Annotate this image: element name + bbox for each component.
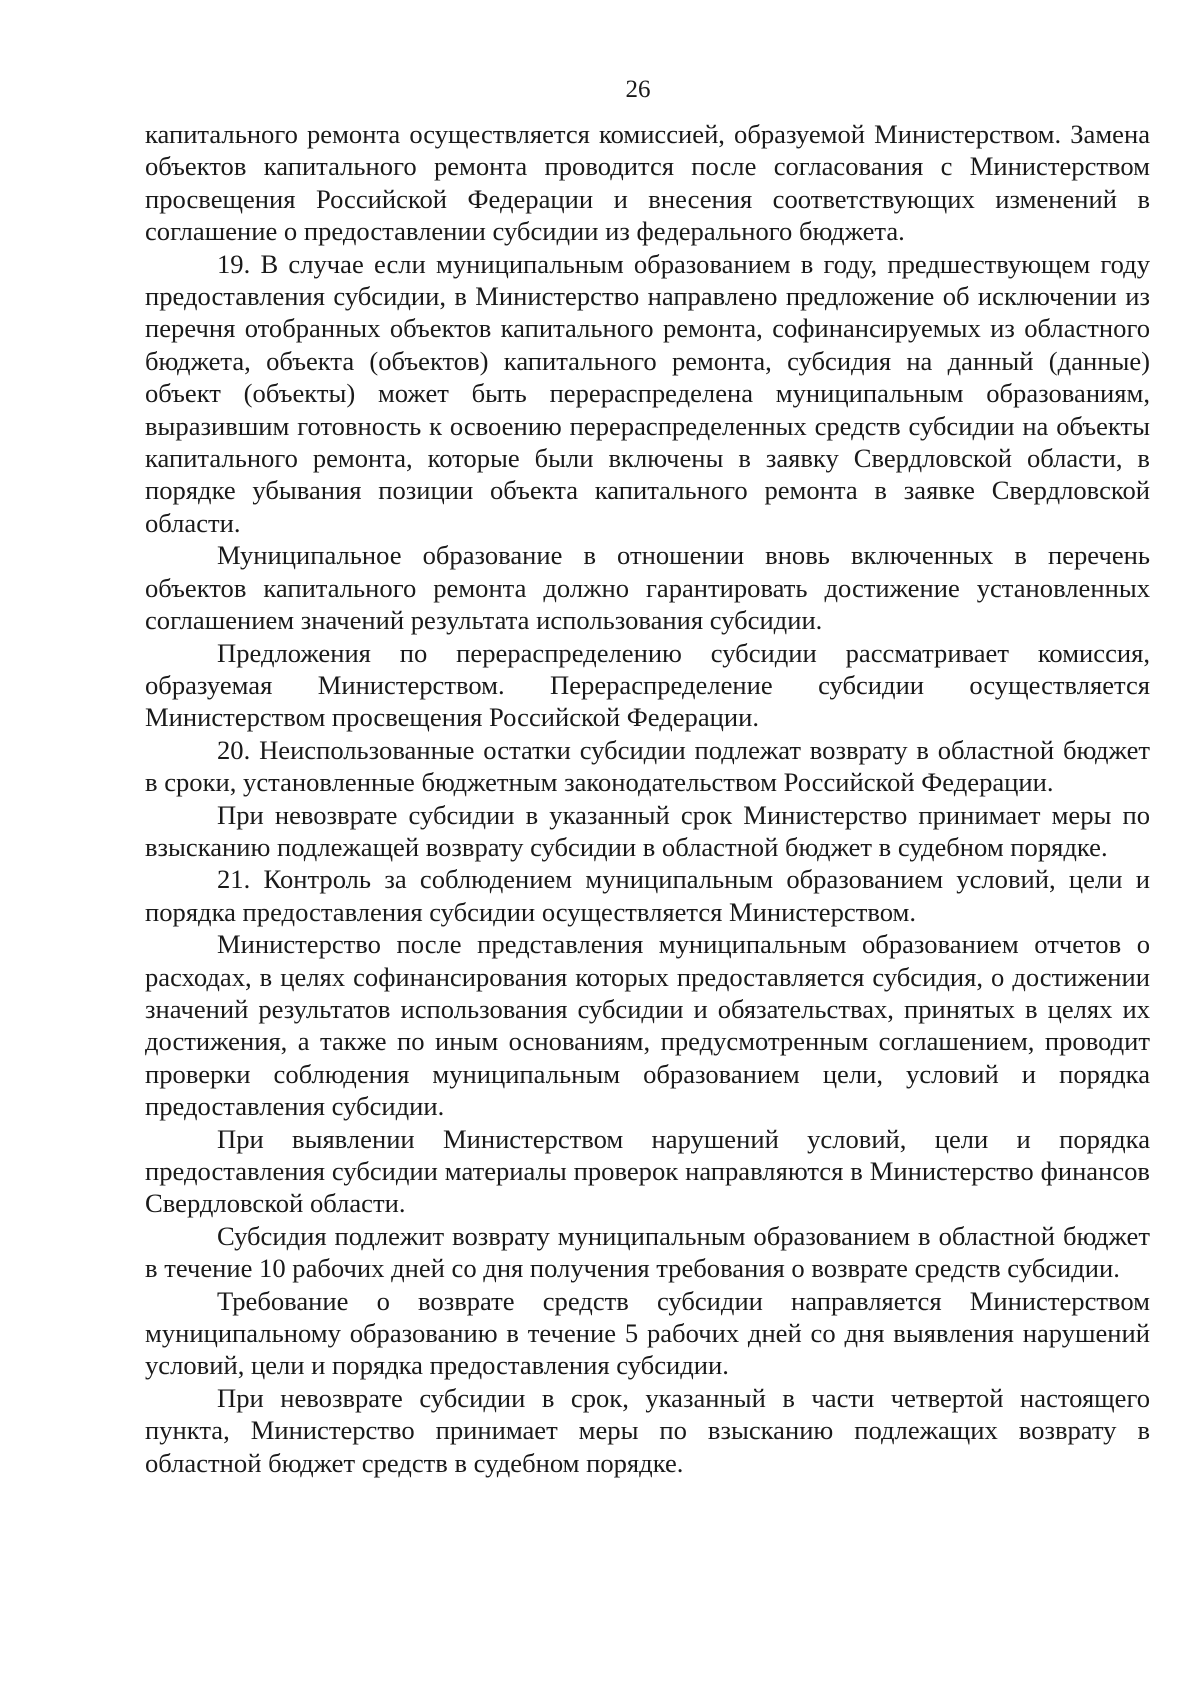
paragraph: При невозврате субсидии в срок, указанный в части четвертой настоящего пункта, Министерство принимает меры по взысканию подлежащих возврату в областной бюджет средств в судебном порядке. [145, 1382, 1150, 1478]
paragraph: При выявлении Министерством нарушений условий, цели и порядка предоставления субсидии материалы проверок направляются в Министерство финансов Свердловской области. [145, 1123, 1150, 1219]
paragraph: Муниципальное образование в отношении вновь включенных в перечень объектов капитального ремонта должно гарантировать достижение установленных соглашением значений результата использования субсидии. [145, 540, 1150, 636]
paragraph-continuation: капитального ремонта осуществляется комиссией, образуемой Министерством. Замена объектов капитального ремонта проводится после согласования с Министерством просвещения Российской Федерации и внесения соответствующих изменений в соглашение о предоставлении субсидии из федерального бюджета. [145, 119, 1150, 247]
paragraph: Субсидия подлежит возврату муниципальным образованием в областной бюджет в течение 10 рабочих дней со дня получения требования о возврате средств субсидии. [145, 1220, 1150, 1284]
paragraph: Требование о возврате средств субсидии направляется Министерством муниципальному образованию в течение 5 рабочих дней со дня выявления нарушений условий, цели и порядка предоставления субсидии. [145, 1285, 1150, 1381]
paragraph: Министерство после представления муниципальным образованием отчетов о расходах, в целях софинансирования которых предоставляется субсидия, о достижении значений результатов использования субсидии и обязательствах, принятых в целях их достижения, а также по иным основаниям, предусмотренным соглашением, проводит проверки соблюдения муниципальным образованием цели, условий и порядка предоставления субсидии. [145, 929, 1150, 1122]
paragraph: Предложения по перераспределению субсидии рассматривает комиссия, образуемая Министерством. Перераспределение субсидии осуществляется Министерством просвещения Российской Федерации. [145, 637, 1150, 733]
document-body [145, 118, 1150, 1479]
page-number: 26 [625, 76, 651, 103]
paragraph: При невозврате субсидии в указанный срок Министерство принимает меры по взысканию подлежащей возврату субсидии в областной бюджет в судебном порядке. [145, 799, 1150, 862]
paragraph-item-19: 19. В случае если муниципальным образованием в году, предшествующем году предоставления субсидии, в Министерство направлено предложение об исключении из перечня отобранных объектов капитального ремонта, софинансируемых из областного бюджета, объекта (объектов) капитального ремонта, субсидия на данный (данные) объект (объекты) может быть перераспределена муниципальным образованиям, выразившим готовность к освоению перераспределенных средств субсидии на объекты капитального ремонта, которые были включены в заявку Свердловской области, в порядке убывания позиции объекта капитального ремонта в заявке Свердловской области. [145, 248, 1150, 538]
paragraph-item-20: 20. Неиспользованные остатки субсидии подлежат возврату в областной бюджет в сроки, установленные бюджетным законодательством Российской Федерации. [145, 734, 1150, 798]
paragraph-item-21: 21. Контроль за соблюдением муниципальным образованием условий, цели и порядка предоставления субсидии осуществляется Министерством. [145, 864, 1150, 927]
